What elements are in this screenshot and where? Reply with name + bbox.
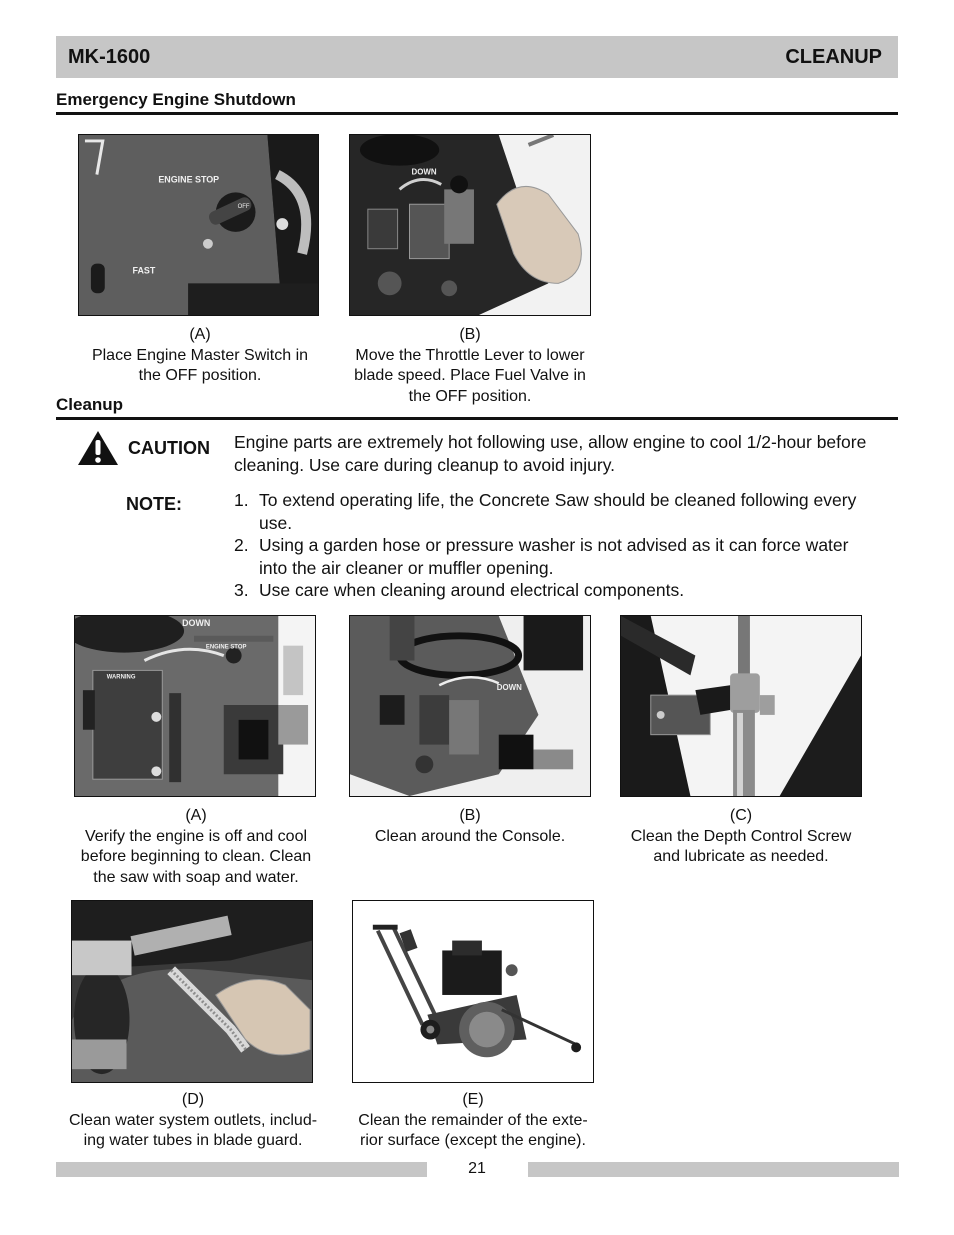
caption-emergency-b [330,325,610,407]
photo-throttle-lever [349,134,591,316]
caption-line: Clean the remainder of the exte- [358,1111,588,1129]
note-line: into the air cleaner or muffler opening. [259,557,554,578]
caption-letter: (A) [189,326,211,343]
caption-line: before beginning to clean. Clean [80,848,312,865]
engine-stop-label: ENGINE STOP [158,174,220,185]
caption-line: the OFF position. [138,367,262,384]
caution-label: CAUTION [128,438,210,458]
photo-console-overview [349,615,591,797]
caption-line: the saw with soap and water. [93,868,299,886]
model-name: MK-1600 [68,45,151,68]
caution-text-line: cleaning. Use care during cleanup to avoid injury. [234,454,616,475]
off-label: OFF [237,204,250,211]
fast-label: FAST [132,265,156,276]
photo-water-system-outlets [71,900,313,1083]
caption-letter: (C) [729,807,753,824]
down-label: DOWN [411,167,437,177]
caption-line: ing water tubes in blade guard. [83,1132,303,1149]
note-number: 1. [234,490,249,510]
caption-line: Move the Throttle Lever to lower [355,346,585,364]
note-number: 2. [234,535,249,555]
caption-letter: (B) [459,807,481,824]
caption-line: and lubricate as needed. [653,848,829,865]
note-number: 3. [234,580,249,600]
page-header-bar [56,36,898,78]
caution-text [234,431,866,476]
caption-line: the OFF position. [408,387,532,405]
warning-label: WARNING [106,674,136,681]
engine-stop-label: ENGINE STOP [205,644,247,651]
note-label: NOTE: [126,494,182,514]
caption-line: rior surface (except the engine). [360,1132,586,1149]
note-line: use. [259,512,293,533]
caption-line: Place Engine Master Switch in [91,346,309,364]
footer-bar-left [56,1162,427,1177]
caption-line: blade speed. Place Fuel Valve in [354,367,586,384]
caption-cleanup-a [56,806,336,888]
caption-cleanup-e [333,1090,613,1152]
caption-letter: (A) [185,807,207,824]
emergency-section-rule [56,112,898,115]
caption-line: Clean water system outlets, includ- [68,1111,318,1129]
caption-line: Clean around the Console. [374,827,566,845]
caption-letter: (B) [459,326,481,343]
emergency-section-title: Emergency Engine Shutdown [56,90,296,109]
caption-cleanup-b [330,806,610,847]
caption-cleanup-c [601,806,881,868]
down-label: DOWN [182,617,211,628]
warning-triangle-icon [77,430,119,466]
caution-text-line: Engine parts are extremely hot following use, allow engine to cool 1/2-hour before [234,432,867,452]
cleanup-section-title: Cleanup [56,395,124,414]
caption-emergency-a [60,325,340,387]
note-line: Using a garden hose or pressure washer is not advised as it can force water [259,535,849,555]
cleanup-section-rule [56,417,898,420]
note-line: Use care when cleaning around electrical components. [259,580,685,600]
footer-bar-right [528,1162,899,1177]
photo-console-warning [74,615,316,797]
down-label: DOWN [496,683,522,693]
caption-cleanup-d [53,1090,333,1152]
section-name: CLEANUP [785,45,882,68]
note-line: To extend operating life, the Concrete Saw should be cleaned following every [259,490,857,510]
photo-concrete-saw-exterior [352,900,594,1083]
photo-engine-stop-switch [78,134,319,316]
caption-line: Verify the engine is off and cool [84,827,308,845]
caption-letter: (E) [462,1091,484,1108]
page-number: 21 [468,1160,486,1177]
photo-depth-control-screw [620,615,862,797]
caption-line: Clean the Depth Control Screw [630,827,852,845]
caption-letter: (D) [181,1091,205,1108]
